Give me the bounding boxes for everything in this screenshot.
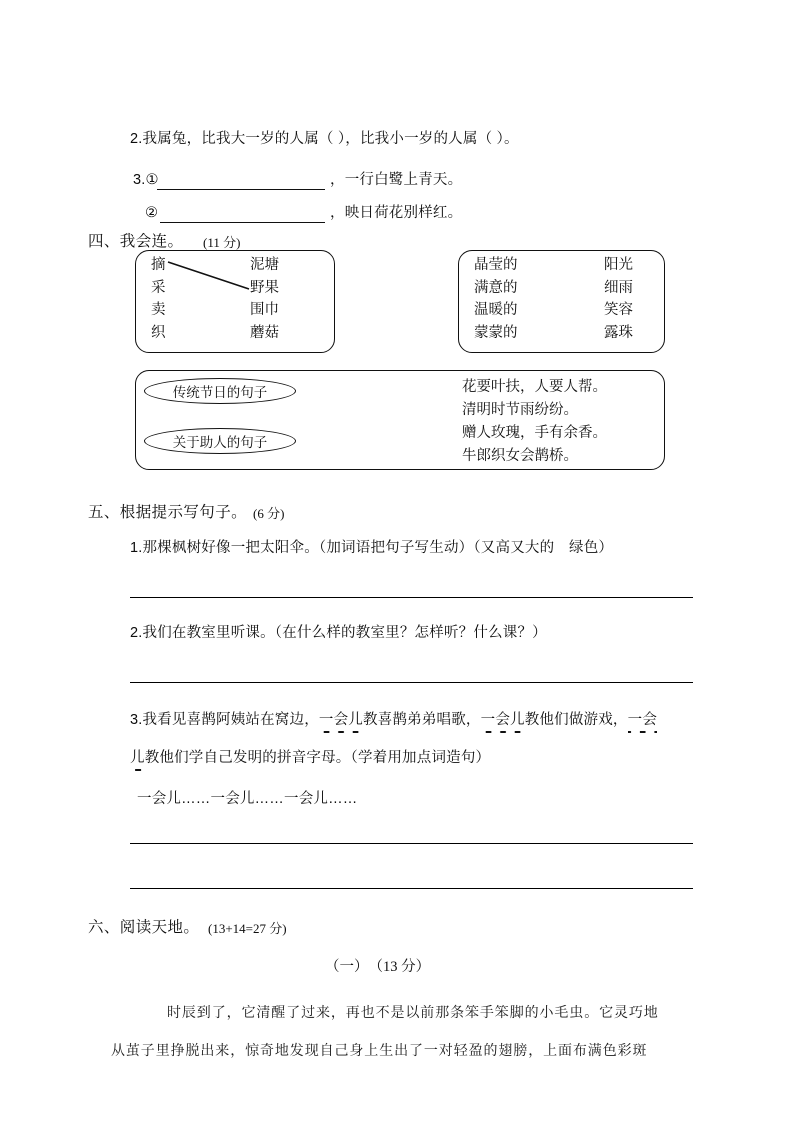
section-5-question-1: 1.那棵枫树好像一把太阳伞。（加词语把句子写生动）（又高又大的 绿色） [130, 540, 614, 556]
question-item-3-marker-1: 3.① [133, 172, 159, 188]
category-oval-traditional-festival[interactable] [144, 378, 296, 404]
match-box-2-right-column[interactable] [604, 254, 633, 344]
answer-blank-3-1[interactable] [157, 189, 325, 190]
q3-emphasis-word-2: 一会儿 [480, 712, 525, 728]
match-item-right[interactable]: 阳光 [604, 257, 633, 273]
match-item-right[interactable]: 细雨 [604, 279, 633, 296]
match-box-1-left-column[interactable] [151, 254, 166, 344]
category-sentence-item[interactable]: 赠人玫瑰，手有余香。 [462, 425, 607, 441]
section-5-heading: 五、根据提示写句子。 [88, 504, 248, 521]
question-item-3-tail-1: ，一行白鹭上青天。 [330, 172, 463, 188]
section-5-question-3-line-1 [130, 712, 657, 729]
category-sentence-item[interactable]: 牛郎织女会鹊桥。 [462, 448, 578, 464]
match-item-right[interactable]: 围巾 [250, 302, 279, 318]
category-oval-label: 传统节日的句子 [172, 385, 268, 400]
section-5-question-2: 2.我们在教室里听课。（在什么样的教室里？怎样听？什么课？） [130, 625, 547, 641]
q3-emphasis-word-3-cont: 儿 [130, 750, 145, 766]
match-item-left[interactable]: 摘 [151, 257, 166, 273]
answer-line-5-3b[interactable] [130, 888, 693, 889]
q3-text-part-1: 3.我看见喜鹊阿姨站在窝边， [130, 712, 319, 728]
match-box-1-right-column[interactable] [250, 254, 279, 344]
question-item-3-tail-2: ，映日荷花别样红。 [330, 205, 463, 221]
answer-blank-3-2[interactable] [160, 222, 325, 223]
question-item-3-marker-2: ② [145, 205, 159, 221]
match-item-right[interactable]: 泥塘 [250, 257, 279, 273]
match-item-left[interactable]: 温暖的 [474, 302, 518, 318]
match-item-left[interactable]: 采 [151, 279, 166, 296]
q3-line2-rest: 教他们学自己发明的拼音字母。（学着用加点词造句） [144, 750, 491, 766]
answer-line-5-2[interactable] [130, 682, 693, 683]
match-item-right[interactable]: 露珠 [604, 324, 633, 341]
match-item-right[interactable]: 笑容 [604, 302, 633, 318]
section-5-question-3-line-2 [130, 750, 490, 767]
match-box-2-left-column[interactable] [474, 254, 518, 344]
category-sentence-list[interactable] [462, 376, 607, 468]
q3-emphasis-word-3: 一会 [627, 712, 658, 728]
q3-emphasis-word-1: 一会儿 [318, 712, 364, 728]
match-item-right[interactable]: 蘑菇 [250, 324, 279, 341]
match-item-right[interactable]: 野果 [250, 279, 279, 296]
answer-line-5-1[interactable] [130, 597, 693, 598]
section-6-heading: 六、阅读天地。 [88, 919, 200, 936]
section-4-heading: 四、我会连。 [88, 233, 184, 250]
question-item-2: 2.我属兔，比我大一岁的人属（ ），比我小一岁的人属（ ）。 [130, 131, 519, 147]
match-item-left[interactable]: 蒙蒙的 [474, 324, 518, 341]
match-item-left[interactable]: 满意的 [474, 279, 518, 296]
section-6-score: (13+14=27 分) [208, 921, 287, 936]
q3-text-part-3: 教他们做游戏， [524, 712, 628, 728]
section-5-score: (6 分) [253, 506, 285, 521]
match-item-left[interactable]: 卖 [151, 302, 166, 318]
category-sentence-item[interactable]: 清明时节雨纷纷。 [462, 402, 578, 418]
category-oval-helping-others[interactable] [144, 428, 296, 454]
category-sentence-item[interactable]: 花要叶扶，人要人帮。 [462, 379, 607, 395]
reading-passage-line-2: 从茧子里挣脱出来，惊奇地发现自己身上生出了一对轻盈的翅膀，上面布满色彩斑 [111, 1044, 648, 1059]
q3-text-part-2: 教喜鹊弟弟唱歌， [363, 712, 481, 728]
reading-passage-line-1: 时辰到了，它清醒了过来，再也不是以前那条笨手笨脚的小毛虫。它灵巧地 [167, 1006, 659, 1021]
section-5-question-3-hint: 一会儿……一会儿……一会儿…… [137, 791, 358, 807]
answer-line-5-3a[interactable] [130, 843, 693, 844]
reading-subsection-title: （一） （13 分） [325, 959, 431, 975]
category-oval-label: 关于助人的句子 [172, 435, 268, 450]
match-item-left[interactable]: 织 [151, 324, 166, 341]
section-4-score: (11 分) [203, 235, 241, 250]
match-item-left[interactable]: 晶莹的 [474, 257, 518, 273]
